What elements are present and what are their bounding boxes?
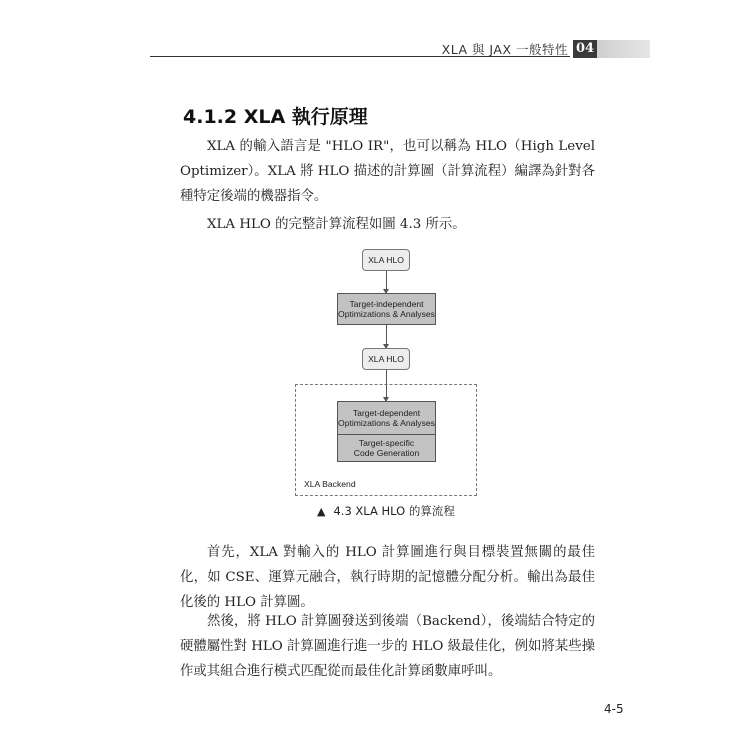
chapter-badge-bar [597, 40, 650, 58]
target-dependent-optimizations-box [337, 401, 436, 435]
xla-flow-diagram [295, 243, 477, 496]
section-title: 4.1.2 XLA 執行原理 [183, 106, 368, 128]
page-number: 4-5 [604, 702, 624, 716]
paragraph-second-step: 然後，將 HLO 計算圖發送到後端（Backend），後端結合特定的硬體屬性對 HLO 計算圖進行進一步的 HLO 級最佳化，例如將某些操作或其組合進行模式匹配從而最佳化計算函數庫呼叫。 [180, 614, 595, 679]
chapter-title: XLA 與 JAX 一般特性 [441, 42, 568, 57]
xla-backend-label: XLA Backend [304, 479, 356, 489]
figure-caption [317, 503, 455, 519]
arrow-down-icon [386, 325, 387, 348]
xla-hlo-optimized-box [362, 348, 410, 370]
code-generation-box [337, 434, 436, 462]
arrow-down-icon [386, 271, 387, 293]
paragraph-first-step: 首先，XLA 對輸入的 HLO 計算圖進行與目標裝置無關的最佳化，如 CSE、運算元融合，執行時期的記憶體分配分析。輸出為最佳化後的 HLO 計算圖。 [180, 545, 595, 610]
target-dependent-label: Target-dependent Optimizations & Analyses [338, 407, 435, 428]
figure-caption-text: 4.3 XLA HLO 的算流程 [333, 504, 455, 518]
paragraph-figure-reference: XLA HLO 的完整計算流程如圖 4.3 所示。 [207, 217, 466, 232]
xla-hlo-input-label: XLA HLO [368, 254, 404, 265]
paragraph-intro: XLA 的輸入語言是 "HLO IR"，也可以稱為 HLO（High Level Optimizer）。XLA 將 HLO 描述的計算圖（計算流程）編譯為針對各種特定後端的機器指令。 [180, 139, 595, 204]
target-independent-optimizations-box [337, 293, 436, 325]
running-header [150, 40, 650, 58]
xla-hlo-input-box [362, 249, 410, 271]
xla-hlo-optimized-label: XLA HLO [368, 353, 404, 364]
triangle-icon: ▲ [317, 505, 326, 518]
arrow-down-icon [386, 370, 387, 401]
target-independent-label: Target-independent Optimizations & Analyses [338, 298, 435, 319]
code-generation-label: Target-specific Code Generation [353, 437, 420, 458]
chapter-number-badge: 04 [573, 40, 597, 58]
